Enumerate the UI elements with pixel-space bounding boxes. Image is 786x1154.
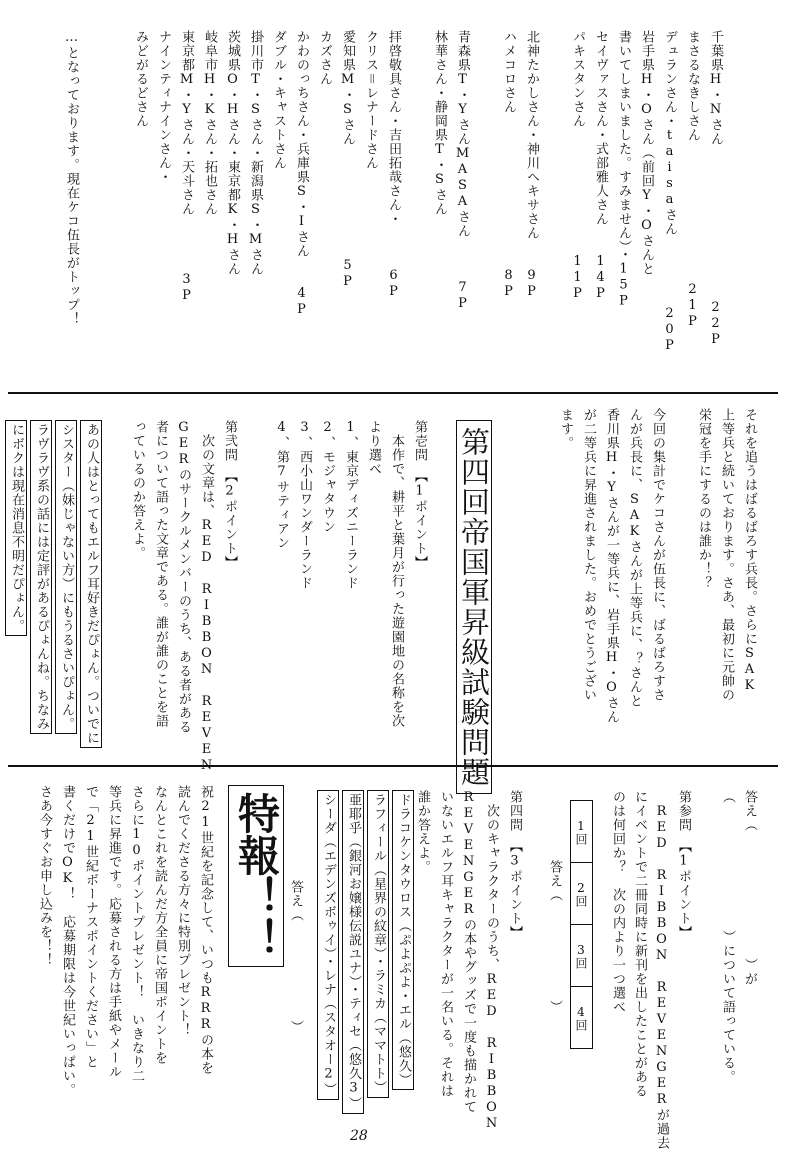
text-column: ます。 [558,408,573,450]
text-column: なんとこれを読んだ方全員に帝国ポイントを [152,785,167,1065]
character-option: ラフィール（星界の紋章）・ラミカ（ママトト） [367,790,389,1098]
exam-title: 第四回帝国軍昇級試験問題 [456,420,492,794]
text-column: 東京都M・Yさん・天斗さん 3P [179,30,194,304]
page-number: 28 [350,1128,368,1144]
quote-line: シスター（妹じゃない方）にもうるさいぴょん。 [55,420,77,734]
text-column: デュランさん・taisaさん 20P [662,30,677,354]
text-column: 第参問 【1ポイント】 [676,790,691,940]
text-column: 2、モジャタウン [320,420,335,534]
choice-box [570,800,593,1049]
character-option: シーダ（エデンズボゥイ）・レナ（スタオー2） [317,790,339,1100]
text-column: 答え（ ）が [742,790,757,986]
choice-1: 1回 [571,801,592,863]
text-column: さらに10ポイントプレゼント！ いきなり二 [129,785,144,1083]
text-column: 次の文章は、RED RIBBON REVEN [199,420,214,774]
text-column: カズさん [317,30,332,86]
text-column: 茨城県O・Hさん・東京都K・Hさん [225,30,240,276]
text-column: 等兵に昇進です。応募される方は手紙やメール [106,785,121,1079]
text-column: …となっております。現在ケコ伍長がトップ！ [64,30,79,326]
text-column: 誰か答えよ。 [415,790,430,874]
text-column: 本作で、耕平と葉月が行った遊園地の名称を次 [389,420,404,728]
text-column: ダブル・キャストさん [271,30,286,170]
text-column: が二等兵に昇進されました。おめでとうござい [581,408,596,702]
text-column: それを追うはばるばろす兵長。さらにSAK [742,408,757,694]
text-column: で「21世紀ボーナスポイントください」と [83,785,98,1069]
text-column: より選べ [366,420,381,476]
text-column: 1、東京ディズニーランド [343,420,358,590]
text-column: セイヴァスさん・式部雅人さん 14P [593,30,608,302]
text-column: 岩手県H・Oさん（前回Y・Oさんと [639,30,654,276]
text-column: いないエルフ耳キャラクターが一名いる。それは [438,790,453,1098]
text-column: クリス＝レナードさん [363,30,378,170]
text-column: 青森県T・YさんMASAさん 7P [455,30,470,312]
text-column: 読んでくださる方々に特別プレゼント！ [175,785,190,1037]
text-column: 第弐問 【2ポイント】 [222,420,237,570]
text-column: 栄冠を手にするのは誰か！？ [696,408,711,590]
text-column: 拝啓敬具さん・吉田拓哉さん・ 6P [386,30,401,300]
text-column: 次のキャラクターのうち、RED RIBBON [484,790,499,1132]
text-column: RED RIBBON REVENGERが過去 [654,790,669,1150]
text-column: 3、西小山ワンダーランド [297,420,312,590]
text-column: 書くだけでOK！ 応募期限は今世紀いっぱい。 [60,785,75,1097]
text-column: みどがるどさん [133,30,148,128]
divider-top [8,392,778,394]
text-column: 愛知県M・Sさん 5P [340,30,355,290]
text-column: まさるなきしさん 21P [685,30,700,330]
character-option: ドラコケンタウロス（ぷよぷよ・エル（悠久） [392,790,414,1090]
q3-answer: 答え（ ） [547,860,562,1014]
text-column: さあ今すぐお申し込みを！！ [37,785,52,967]
text-column: っているのか答えよ。 [130,420,145,560]
quote-line: にボクは現在消息不明だぴょん。 [5,420,27,636]
text-column: ナインティナインさん・ [156,30,171,184]
quote-line: ラヴラヴ系の話には定評があるぴょんね。ちなみ [30,420,52,734]
choice-3: 3回 [571,925,592,987]
text-column: かわのっちさん・兵庫県S・Iさん 4P [294,30,309,318]
text-column: 千葉県H・Nさん 22P [708,30,723,348]
text-column: 第四問 【3ポイント】 [507,790,522,940]
quote-line: あの人はとってもエルフ耳好きだぴょん。ついでに [80,420,102,748]
text-column: パキスタンさん 11P [570,30,585,302]
text-column: 者について語った文章である。誰が誰のことを語 [153,420,168,728]
text-column: ハメコロさん 8P [501,30,516,300]
text-column: んが兵長に、SAKさんが上等兵に、？さんと [627,408,642,708]
text-column: 北神たかしさん・神川ヘキサさん 9P [524,30,539,300]
text-column: 今回の集計でケコさんが伍長に、ばるばろすさ [650,408,665,702]
character-option: 亜耶乎（銀河お嬢様伝説ユナ）・ティセ（悠久3） [342,790,364,1114]
choice-2: 2回 [571,863,592,925]
text-column: 林華さん・静岡県T・Sさん [432,30,447,216]
text-column: にイベントで二冊同時に新刊を出したことがある [632,790,647,1098]
special-title: 特報！！ [228,785,284,967]
text-column: のは何回か？ 次の内より一つ選べ [610,790,625,1014]
text-column: 第壱問 【1ポイント】 [412,420,427,570]
text-column: （ ）について語っている。 [720,790,735,1084]
text-column: REVENGERの本やグッズで一度も描かれて [461,790,476,1114]
divider-bottom [8,765,778,767]
text-column: 祝21世紀を記念して、いつもRRRの本を [198,785,213,1075]
text-column: 4、第7サティアン [274,420,289,550]
text-column: 上等兵と続いております。さあ、最初に元帥の [719,408,734,702]
choice-4: 4回 [574,1004,588,1031]
text-column: 香川県H・Yさんが一等兵に、岩手県H・Oさん [604,408,619,724]
text-column: GERのサークルメンバーのうち、ある者がある [176,420,191,734]
text-column: 岐阜市H・Kさん・拓也さん [202,30,217,216]
q4-answer: 答え（ ） [288,880,303,1034]
text-column: 書いてしまいました。すみません）・15P [616,30,631,310]
text-column: 掛川市T・Sさん・新潟県S・Mさん [248,30,263,276]
